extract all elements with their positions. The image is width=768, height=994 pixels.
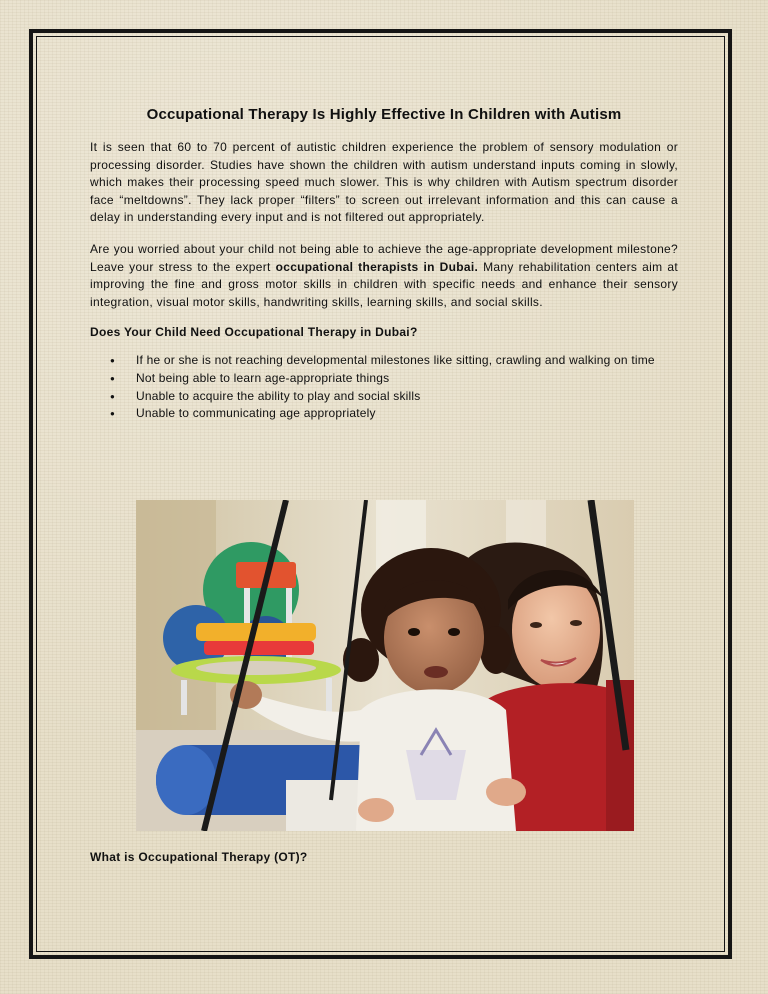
need-ot-list <box>90 352 678 422</box>
document-content <box>90 106 678 423</box>
document-title: Occupational Therapy Is Highly Effective In Children with Autism <box>146 106 622 123</box>
list-item: ● Unable to communicating age appropriately <box>136 405 678 423</box>
list-item: ● Unable to acquire the ability to play and social skills <box>136 388 678 406</box>
paragraph-sensory: It is seen that 60 to 70 percent of autistic children experience the problem of sensory modulation or processing disorder. Studies have shown the children with autism understand inputs coming in slowly, which makes their processing speed much slower. This is why children with Autism spectrum disorder face “meltdowns”. They lack proper “filters” to screen out irrelevant information and this can cause a delay in understanding every input and is not filtered out appropriately. <box>90 140 678 225</box>
paragraph-milestones-start: Are you worried about your child not being able to achieve the age-appropriate development milestone? Leave your stress to the expert <box>90 241 678 274</box>
list-item: ● If he or she is not reaching developmental milestones like sitting, crawling and walking on time <box>136 352 678 370</box>
therapy-photo <box>136 500 634 831</box>
paragraph-milestones-end: Many rehabilitation centers aim at improving the fine and gross motor skills in children with specific needs and enhance their sensory integration, visual motor skills, handwriting skills, learning skills, and social skills. <box>90 259 678 309</box>
paragraph-milestones <box>90 241 678 311</box>
section-heading-what-is-ot: What is Occupational Therapy (OT)? <box>90 850 308 864</box>
section-heading-need-ot: Does Your Child Need Occupational Therapy in Dubai? <box>90 325 418 340</box>
list-item: ● Not being able to learn age-appropriate things <box>136 370 678 388</box>
occupational-therapists-dubai-emphasis: occupational therapists in Dubai. <box>275 259 479 274</box>
